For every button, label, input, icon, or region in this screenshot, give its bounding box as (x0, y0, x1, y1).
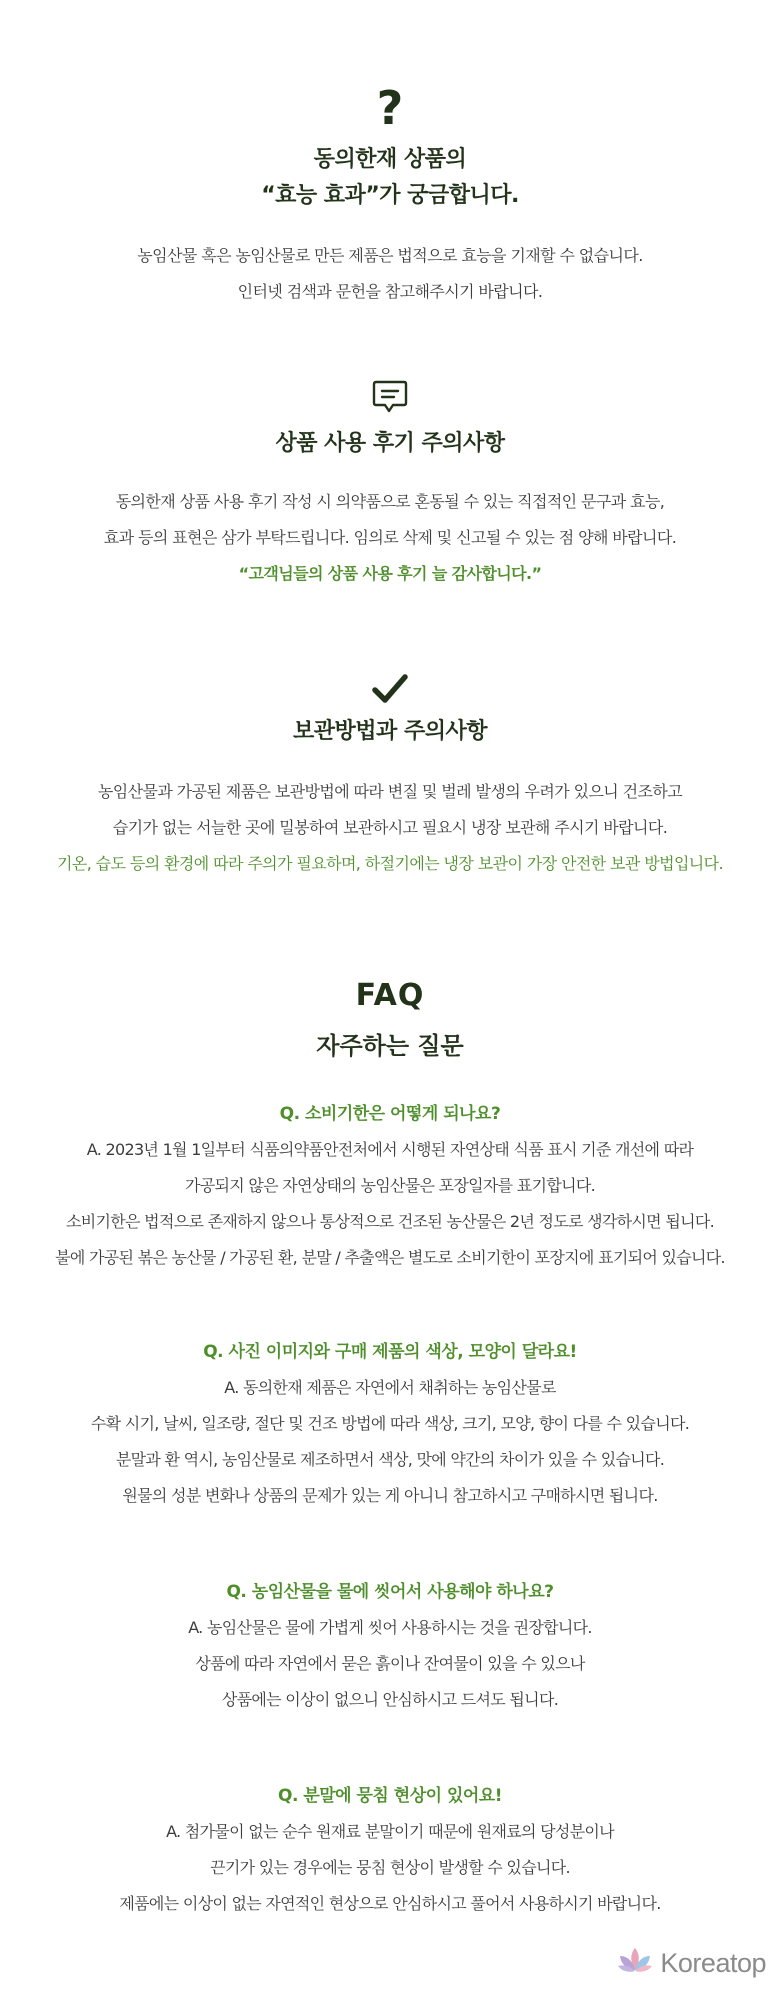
review-title: 상품 사용 후기 주의사항 (275, 431, 505, 456)
brand-logo (616, 1946, 766, 1980)
efficacy-title-line1: 동의한재 상품의 (313, 147, 467, 172)
faq-answer-1-line1: A. 2023년 1월 1일부터 식품의약품안전처에서 시행된 자연상태 식품 표시 기준 개선에 따라 (86, 1140, 694, 1159)
faq-answer-3-line1: A. 농임산물은 물에 가볍게 씻어 사용하시는 것을 권장합니다. (188, 1618, 592, 1637)
faq-answer-4-line3: 제품에는 이상이 없는 자연적인 현상으로 안심하시고 풀어서 사용하시기 바랍니다. (119, 1894, 661, 1913)
faq-heading: FAQ (355, 978, 425, 1013)
faq-answer-4-line2: 끈기가 있는 경우에는 뭉침 현상이 발생할 수 있습니다. (210, 1858, 570, 1877)
faq-answer-2-line3: 분말과 환 역시, 농임산물로 제조하면서 색상, 맛에 약간의 차이가 있을 수 있습니다. (115, 1450, 665, 1469)
faq-question-1: Q. 소비기한은 어떻게 되나요? (279, 1104, 501, 1124)
faq-answer-3-line3: 상품에는 이상이 없으니 안심하시고 드셔도 됩니다. (221, 1690, 559, 1709)
faq-answer-4-line1: A. 첨가물이 없는 순수 원재료 분말이기 때문에 원재료의 당성분이나 (166, 1822, 614, 1841)
brand-name: Koreatop (660, 1947, 766, 1978)
svg-text:?: ? (376, 86, 404, 130)
faq-answer-2-line2: 수확 시기, 날씨, 일조량, 절단 및 건조 방법에 따라 색상, 크기, 모양, 향이 다를 수 있습니다. (90, 1414, 690, 1433)
efficacy-body-line2: 인터넷 검색과 문헌을 참고해주시기 바랍니다. (237, 282, 543, 301)
faq-subheading: 자주하는 질문 (316, 1032, 464, 1060)
efficacy-body-line1: 농임산물 혹은 농임산물로 만든 제품은 법적으로 효능을 기재할 수 없습니다. (137, 246, 643, 265)
faq-answer-2-line4: 원물의 성분 변화나 상품의 문제가 있는 게 아니니 참고하시고 구매하시면 됩니다. (122, 1486, 658, 1505)
storage-title: 보관방법과 주의사항 (293, 719, 487, 744)
faq-question-2: Q. 사진 이미지와 구매 제품의 색상, 모양이 달라요! (203, 1342, 577, 1362)
question-mark-icon (0, 86, 780, 130)
review-highlight: “고객님들의 상품 사용 후기 늘 감사합니다.” (238, 564, 542, 583)
faq-answer-1-line4: 불에 가공된 볶은 농산물 / 가공된 환, 분말 / 추출액은 별도로 소비기한이 포장지에 표기되어 있습니다. (55, 1248, 725, 1267)
lotus-flower-icon (616, 1946, 654, 1980)
storage-body-line1: 농임산물과 가공된 제품은 보관방법에 따라 변질 및 벌레 발생의 우려가 있으니 건조하고 (97, 782, 683, 801)
faq-answer-1-line3: 소비기한은 법적으로 존재하지 않으나 통상적으로 건조된 농산물은 2년 정도로 생각하시면 됩니다. (66, 1212, 714, 1231)
checkmark-icon (0, 672, 780, 706)
speech-bubble-icon (0, 378, 780, 416)
review-body-line2: 효과 등의 표현은 삼가 부탁드립니다. 임의로 삭제 및 신고될 수 있는 점 양해 바랍니다. (103, 528, 677, 547)
faq-answer-2-line1: A. 동의한재 제품은 자연에서 채취하는 농임산물로 (224, 1378, 556, 1397)
review-body-line1: 동의한재 상품 사용 후기 작성 시 의약품으로 혼동될 수 있는 직접적인 문구과 효능, (115, 492, 665, 511)
efficacy-title-line2: “효능 효과”가 궁금합니다. (261, 183, 519, 208)
faq-answer-3-line2: 상품에 따라 자연에서 묻은 흙이나 잔여물이 있을 수 있으나 (195, 1654, 585, 1673)
faq-question-3: Q. 농임산물을 물에 씻어서 사용해야 하나요? (226, 1582, 554, 1602)
faq-answer-1-line2: 가공되지 않은 자연상태의 농임산물은 포장일자를 표기합니다. (185, 1176, 595, 1195)
storage-body-line2: 습기가 없는 서늘한 곳에 밀봉하여 보관하시고 필요시 냉장 보관해 주시기 바랍니다. (112, 818, 668, 837)
storage-highlight: 기온, 습도 등의 환경에 따라 주의가 필요하며, 하절기에는 냉장 보관이 가장 안전한 보관 방법입니다. (56, 854, 724, 873)
faq-question-4: Q. 분말에 뭉침 현상이 있어요! (278, 1786, 502, 1806)
